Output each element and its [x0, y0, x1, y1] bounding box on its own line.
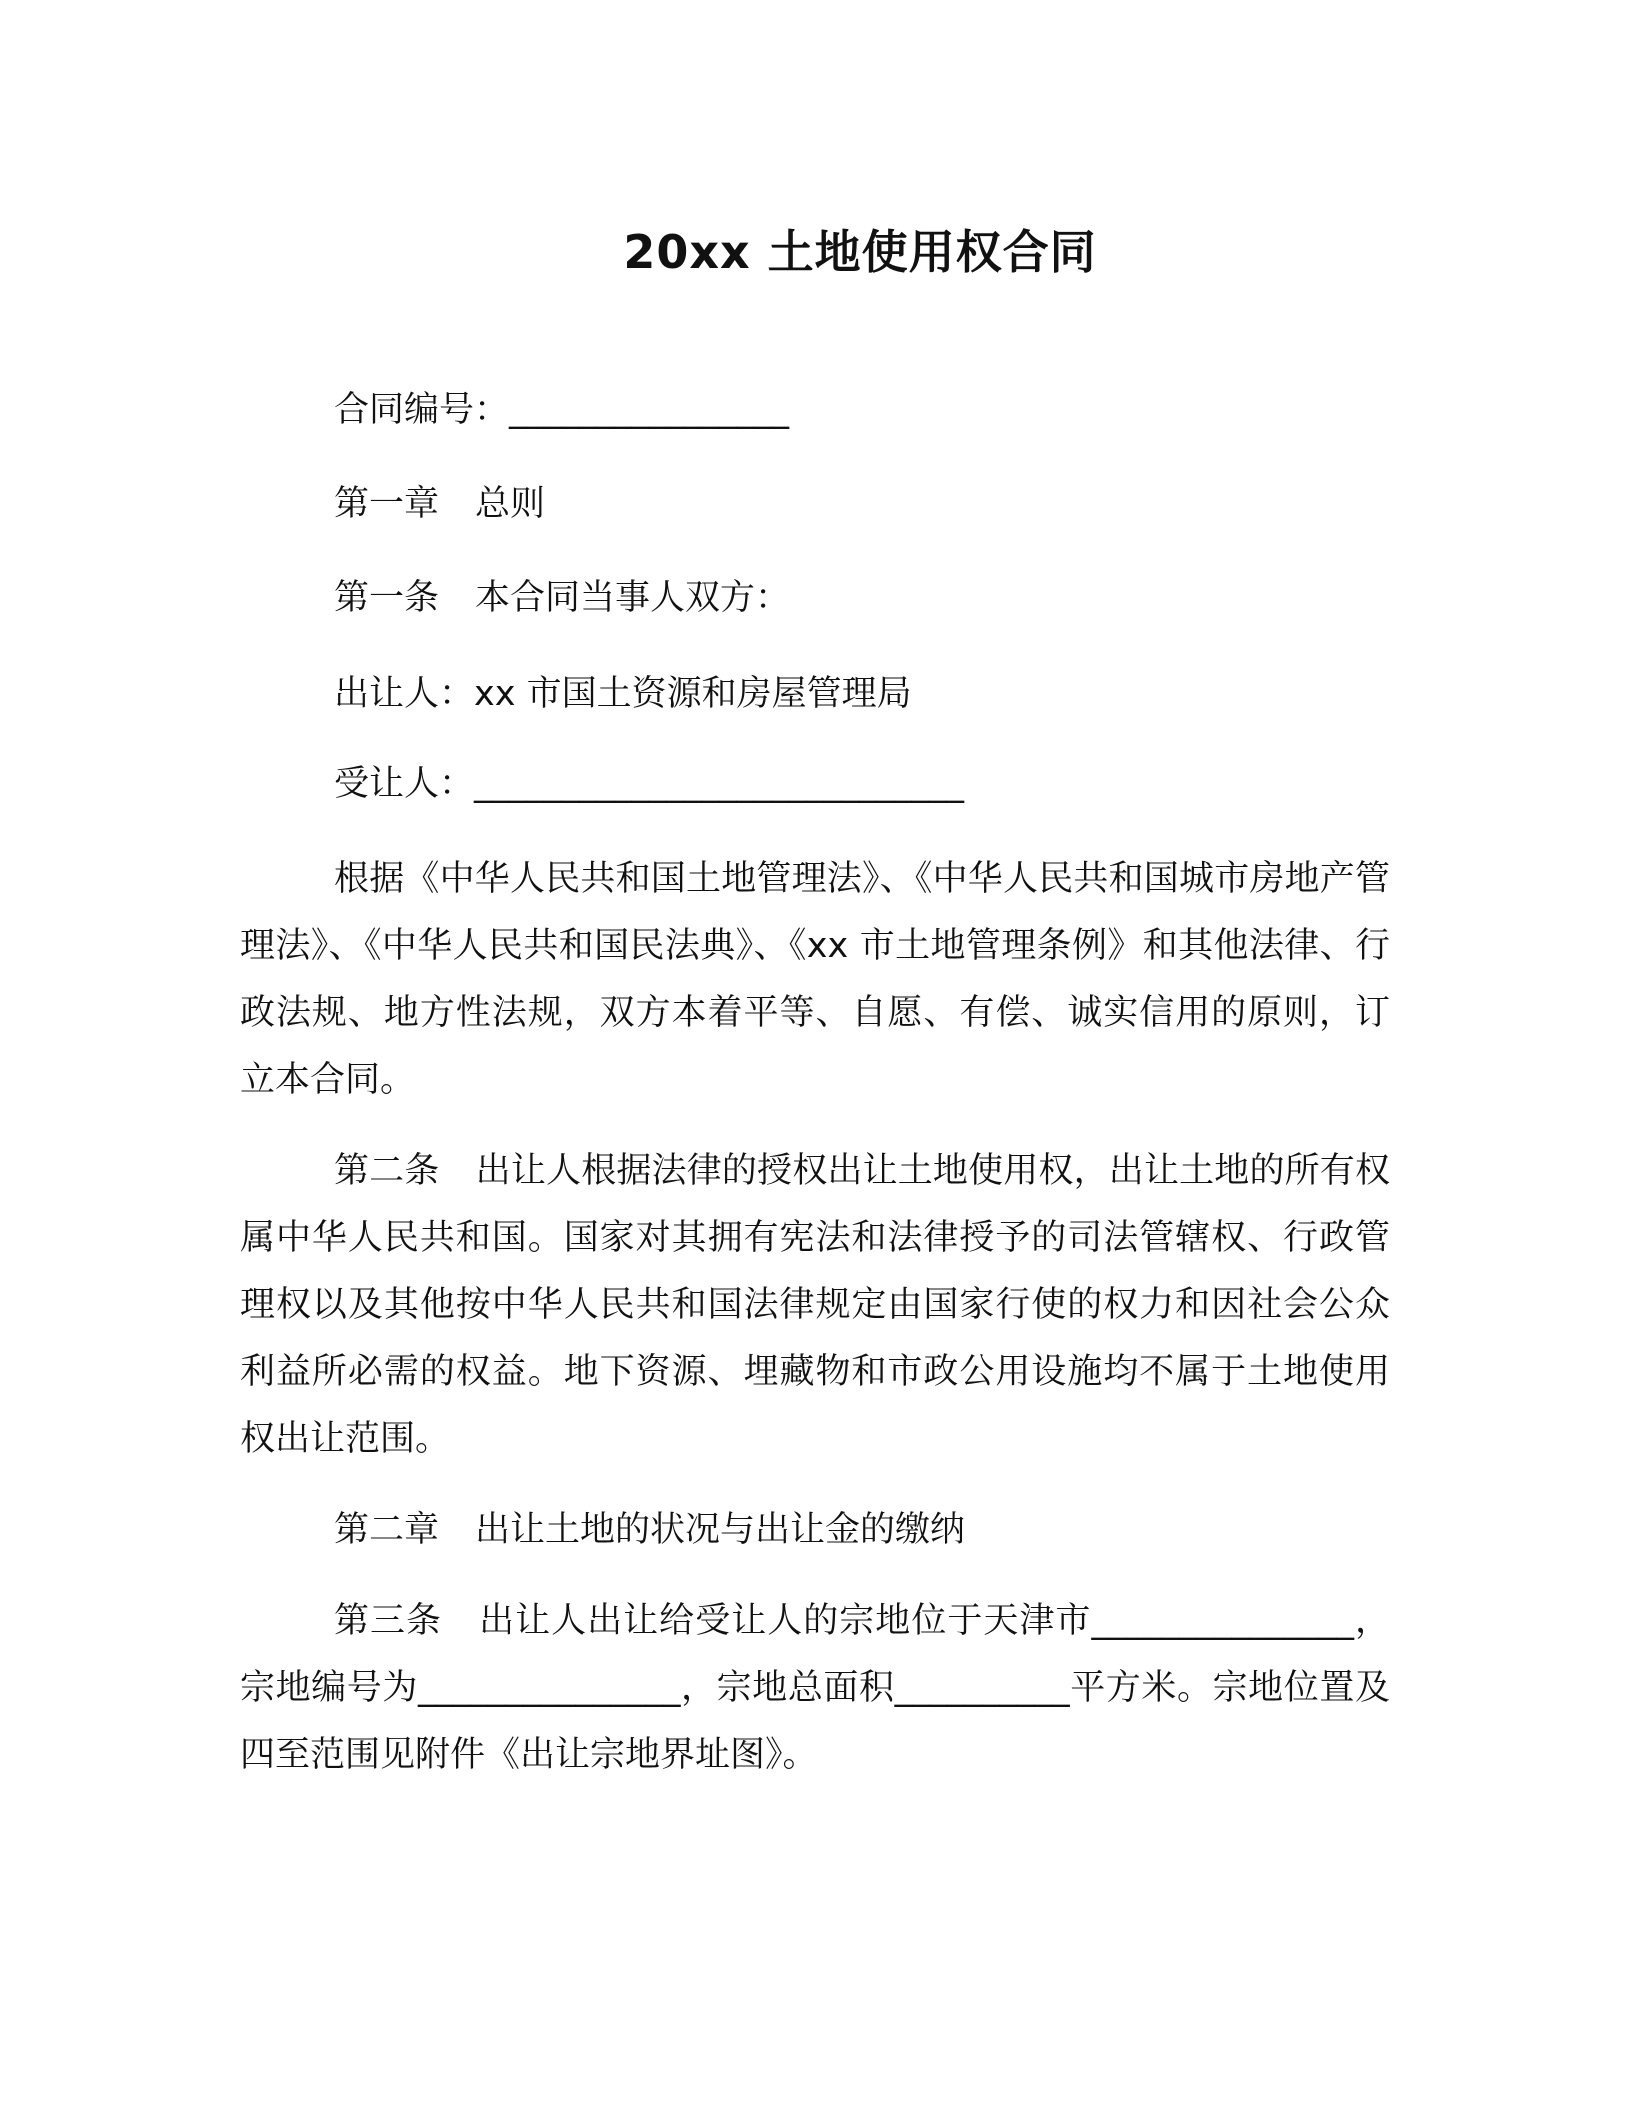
article-3-text-c: ，宗地总面积: [680, 1668, 895, 1708]
article-2-paragraph: [240, 1138, 1390, 1473]
preamble-paragraph: 根据《中华人民共和国土地管理法》、《中华人民共和国城市房地产管理法》、《中华人民共和国民法典》、《xx 市土地管理条例》和其他法律、行政法规、地方性法规，双方本着平等、自愿、有偿、诚实信用的原则，订立本合同。: [240, 859, 1390, 1100]
grantor-value: xx 市国土资源和房屋管理局: [474, 674, 912, 714]
area-blank: __________: [894, 1668, 1070, 1708]
contract-number-blank: ________________: [509, 390, 790, 430]
contract-number-label: 合同编号：: [334, 390, 510, 430]
article-3-text-a: 出让人出让给受让人的宗地位于天津市: [478, 1601, 1092, 1641]
article-2-number: 第二条: [334, 1151, 440, 1191]
article-1-number: 第一条: [334, 578, 440, 618]
grantor-line: [334, 672, 912, 716]
grantee-label: 受让人：: [334, 764, 475, 804]
contract-number-line: [334, 388, 789, 432]
article-2-text: 出让人根据法律的授权出让土地使用权，出让土地的所有权属中华人民共和国。国家对其拥有宪法和法律授予的司法管辖权、行政管理权以及其他按中华人民共和国法律规定由国家行使的权力和因社会公众利益所必需的权益。地下资源、埋藏物和市政公用设施均不属于土地使用权出让范围。: [240, 1151, 1390, 1459]
article-1: [334, 576, 790, 620]
article-3-number: 第三条: [334, 1601, 443, 1641]
chapter-1-heading: [334, 482, 545, 526]
document-title: 20xx 土地使用权合同: [623, 225, 1097, 279]
article-1-text: 本合同当事人双方：: [475, 578, 791, 618]
grantee-blank: ____________________________: [474, 764, 965, 804]
chapter-2-heading: [334, 1508, 965, 1552]
chapter-1-title: 总则: [475, 484, 546, 524]
location-blank: _______________: [1091, 1601, 1354, 1641]
article-3-text-b: ，宗地编号为: [240, 1601, 1390, 1708]
grantor-label: 出让人：: [334, 674, 475, 714]
chapter-2-title: 出让土地的状况与出让金的缴纳: [475, 1510, 966, 1550]
grantee-line: [334, 762, 964, 806]
chapter-2-number: 第二章: [334, 1510, 440, 1550]
article-3-paragraph: [240, 1588, 1390, 1789]
chapter-1-number: 第一章: [334, 484, 440, 524]
parcel-number-blank: _______________: [417, 1668, 681, 1708]
article-3-text-d: 平方米。宗地位置及四至范围见附件《出让宗地界址图》。: [240, 1668, 1390, 1775]
